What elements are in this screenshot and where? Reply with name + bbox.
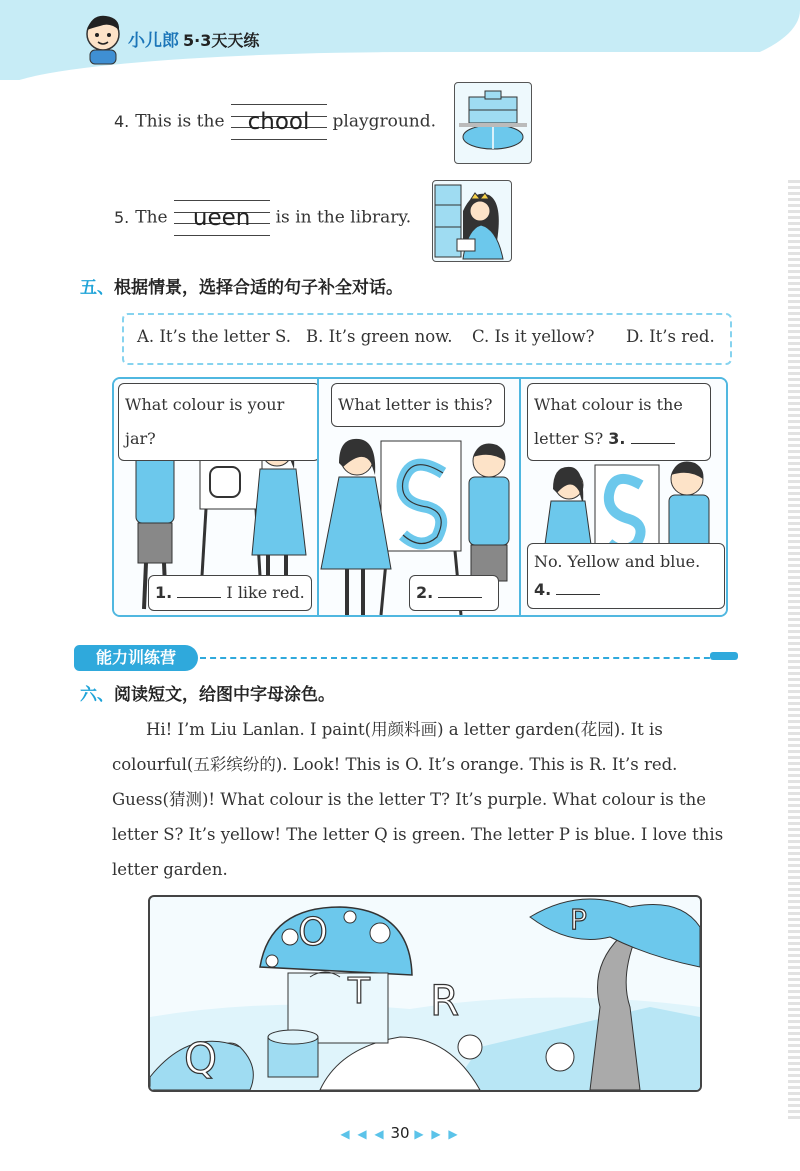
letter-T: T bbox=[348, 971, 370, 1009]
sentence-part: is in the library. bbox=[275, 207, 412, 228]
answer-blank[interactable] bbox=[177, 583, 221, 598]
written-word: ueen bbox=[192, 205, 251, 231]
option-c[interactable]: C. Is it yellow? bbox=[472, 327, 595, 346]
question-line: letter S? bbox=[534, 429, 604, 448]
exercise-5 bbox=[114, 200, 411, 236]
banner-dashed-rule bbox=[200, 657, 720, 659]
school-picture bbox=[454, 82, 532, 164]
answer-blank[interactable] bbox=[438, 583, 482, 598]
panel-3-question bbox=[527, 383, 711, 461]
letter-O: O bbox=[298, 911, 328, 951]
letter-R: R bbox=[430, 976, 460, 1021]
next-arrows-icon: ▶ ▶ ▶ bbox=[414, 1127, 460, 1141]
sentence-part: The bbox=[135, 207, 168, 228]
brand-subtitle: 5·3天天练 bbox=[183, 31, 260, 50]
answer-blank[interactable] bbox=[556, 580, 600, 595]
exercise-4 bbox=[114, 104, 436, 140]
letter-R-icon bbox=[428, 975, 462, 1021]
fill-blank[interactable] bbox=[231, 104, 327, 140]
letter-O-icon bbox=[296, 911, 328, 951]
panel-1-question: What colour is your jar? bbox=[118, 383, 320, 461]
question-line: What colour is the bbox=[534, 395, 683, 414]
queen-picture bbox=[432, 180, 512, 262]
section-title: 阅读短文，给图中字母涂色。 bbox=[114, 685, 335, 705]
brand-title bbox=[128, 26, 259, 51]
section-index: 六、 bbox=[80, 685, 114, 705]
section-title: 根据情景，选择合适的句子补全对话。 bbox=[114, 278, 403, 298]
letter-P: P bbox=[570, 903, 587, 935]
comic-panel-3 bbox=[521, 379, 726, 615]
sentence-part: This is the bbox=[135, 111, 225, 132]
exercise-number: 5. bbox=[114, 207, 130, 227]
exercise-number: 4. bbox=[114, 111, 130, 131]
panel-2-answer bbox=[409, 575, 499, 611]
section-6-heading bbox=[80, 680, 335, 705]
option-a[interactable]: A. It’s the letter S. bbox=[137, 327, 291, 346]
blank-number: 4. bbox=[534, 580, 552, 599]
comic-strip bbox=[112, 377, 728, 617]
blank-number: 2. bbox=[416, 583, 434, 602]
reading-passage: Hi! I’m Liu Lanlan. I paint(用颜料画) a letter garden(花园). It is colourful(五彩缤纷的). Look! This is O. It’s orange. This is R. It’s red. Guess(猜测)! What colour is the letter T? It’s purple. What colour is the letter S? It’s yellow! The letter Q is green. The letter P is blue. I love this letter garden. bbox=[112, 720, 724, 879]
comic-panel-2 bbox=[319, 379, 519, 615]
option-b[interactable]: B. It’s green now. bbox=[306, 327, 453, 346]
page-number-value: 30 bbox=[390, 1124, 410, 1142]
section-index: 五、 bbox=[80, 278, 114, 298]
letter-P-icon bbox=[568, 901, 594, 935]
letter-Q-icon bbox=[182, 1033, 222, 1081]
ability-camp-banner: 能力训练营 bbox=[74, 645, 198, 671]
page-number bbox=[0, 1124, 800, 1142]
option-d[interactable]: D. It’s red. bbox=[626, 327, 715, 346]
school-icon bbox=[455, 83, 531, 163]
brand-name: 小儿郎 bbox=[128, 31, 179, 51]
banner-end-mark bbox=[710, 652, 738, 660]
queen-icon bbox=[433, 181, 511, 261]
panel-2-question: What letter is this? bbox=[331, 383, 505, 427]
sentence-part: playground. bbox=[332, 111, 437, 132]
blank-number: 1. bbox=[155, 583, 173, 602]
letter-garden-picture bbox=[148, 895, 702, 1092]
answer-blank[interactable] bbox=[631, 429, 675, 444]
reply-text: No. Yellow and blue. bbox=[534, 552, 701, 571]
letter-Q: Q bbox=[184, 1034, 218, 1081]
prev-arrows-icon: ◀ ◀ ◀ bbox=[340, 1127, 386, 1141]
answer-text: I like red. bbox=[226, 583, 305, 602]
blank-number: 3. bbox=[608, 429, 626, 448]
section-5-heading bbox=[80, 273, 403, 298]
mascot-icon bbox=[80, 12, 126, 66]
written-word: chool bbox=[247, 109, 310, 135]
letter-T-icon bbox=[346, 969, 374, 1009]
garden-illustration bbox=[150, 897, 700, 1090]
comic-panel-1 bbox=[114, 379, 317, 615]
panel-1-answer bbox=[148, 575, 312, 611]
page-edge-strip bbox=[788, 180, 800, 1120]
panel-3-reply bbox=[527, 543, 725, 609]
fill-blank[interactable] bbox=[174, 200, 270, 236]
